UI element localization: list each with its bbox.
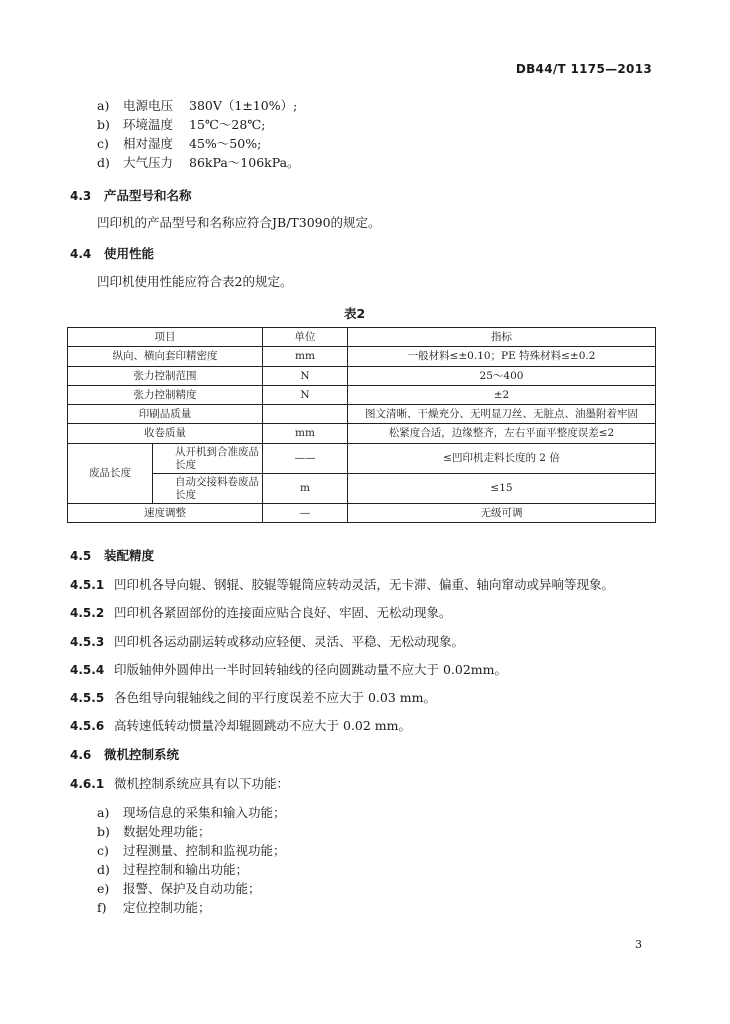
table-row: 印刷品质量 图文清晰、干燥充分、无明显刀丝、无脏点、油墨附着牢固 [68, 405, 656, 424]
waste-length-label: 废品长度 [68, 444, 153, 504]
table-row: 张力控制精度 N ±2 [68, 386, 656, 405]
list-item: e) 报警、保护及自动功能； [97, 881, 261, 896]
function-list [97, 803, 286, 917]
clause-4-5-3: 4.5.3 凹印机各运动副运转或移动应轻便、灵活、平稳、无松动现象。 [70, 634, 465, 649]
clause-4-5-6: 4.5.6 高转速低转动惯量冷却辊圆跳动不应大于 0.02 mm。 [70, 718, 411, 733]
table-caption: 表2 [344, 306, 366, 321]
list-item: b) 数据处理功能； [97, 824, 211, 839]
document-code: DB44/T 1175—2013 [515, 62, 652, 76]
table-row: 张力控制范围 N 25～400 [68, 367, 656, 386]
header-unit: 单位 [263, 328, 348, 347]
header-index: 指标 [348, 328, 656, 347]
table-row: 自动交接料卷废品长度 m ≤15 [68, 474, 656, 504]
clause-4-5-2: 4.5.2 凹印机各紧固部份的连接面应贴合良好、牢固、无松动现象。 [70, 605, 452, 620]
spec-table [67, 327, 656, 523]
section-4-3-body: 凹印机的产品型号和名称应符合JB/T3090的规定。 [97, 215, 381, 230]
section-4-5-heading: 4.5 装配精度 [70, 548, 155, 563]
list-item: a) 现场信息的采集和输入功能； [97, 805, 286, 820]
clause-4-6-1: 4.6.1 微机控制系统应具有以下功能： [70, 776, 290, 791]
conditions-list [97, 96, 300, 172]
page-number: 3 [635, 938, 642, 951]
table-row: 速度调整 — 无级可调 [68, 504, 656, 523]
clause-4-5-1: 4.5.1 凹印机各导向辊、钢辊、胶辊等辊筒应转动灵活，无卡滞、偏重、轴向窜动或异响等现象。 [70, 577, 615, 592]
section-4-4-heading: 4.4 使用性能 [70, 246, 155, 261]
list-item: f) 定位控制功能； [97, 900, 211, 915]
condition-item: b) 环境温度 15℃～28℃; [97, 117, 266, 132]
section-4-6-heading: 4.6 微机控制系统 [70, 747, 180, 762]
section-4-4-body: 凹印机使用性能应符合表2的规定。 [97, 274, 293, 289]
table-row: 废品长度 从开机到合准废品长度 —— ≤凹印机走料长度的 2 倍 [68, 444, 656, 474]
table-row: 收卷质量 mm 松紧度合适，边缘整齐，左右平面平整度误差≤2 [68, 424, 656, 444]
clause-4-5-5: 4.5.5 各色组导向辊轴线之间的平行度误差不应大于 0.03 mm。 [70, 690, 436, 705]
table-header-row [68, 328, 656, 347]
list-item: d) 过程控制和输出功能； [97, 862, 249, 877]
condition-item: a) 电源电压 380V（1±10%）; [97, 98, 298, 113]
table-row: 纵向、横向套印精密度 mm 一般材料≤±0.10；PE 特殊材料≤±0.2 [68, 347, 656, 367]
clause-4-5-4: 4.5.4 印版轴伸外圆伸出一半时回转轴线的径向圆跳动量不应大于 0.02mm。 [70, 662, 508, 677]
condition-item: c) 相对湿度 45%～50%; [97, 136, 262, 151]
header-item: 项目 [68, 328, 263, 347]
condition-item: d) 大气压力 86kPa～106kPa。 [97, 155, 300, 170]
section-4-3-heading: 4.3 产品型号和名称 [70, 188, 192, 203]
list-item: c) 过程测量、控制和监视功能； [97, 843, 286, 858]
